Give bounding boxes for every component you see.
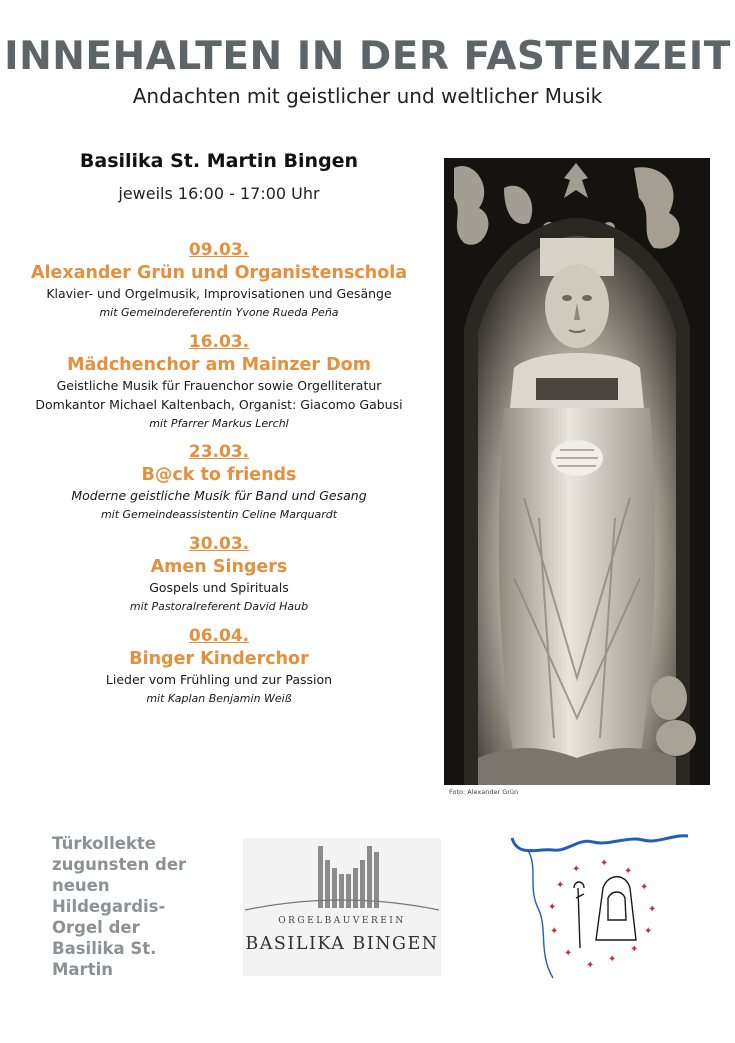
event-list: [10, 238, 428, 708]
event-date: 06.04.: [188, 626, 250, 646]
event-performers: Domkantor Michael Kaltenbach, Organist: Giacomo Gabusi: [35, 397, 403, 412]
svg-text:✦: ✦: [644, 926, 653, 937]
venue-time: jeweils 16:00 - 17:00 Uhr: [118, 184, 320, 203]
event-title: B@ck to friends: [141, 465, 297, 485]
event-item: [10, 238, 428, 322]
svg-text:✦: ✦: [586, 960, 595, 971]
organ-logo-subtitle: ORGELBAUVEREIN: [278, 916, 406, 926]
event-host: mit Pfarrer Markus Lerchl: [149, 417, 289, 430]
svg-text:✦: ✦: [640, 882, 649, 893]
organ-society-logo: [243, 838, 441, 976]
event-host: mit Pastoralreferent David Haub: [129, 600, 309, 613]
event-host: mit Kaplan Benjamin Weiß: [146, 692, 292, 705]
event-date: 16.03.: [188, 332, 250, 352]
event-date: 30.03.: [188, 534, 250, 554]
svg-text:✦: ✦: [548, 902, 557, 913]
svg-text:✦: ✦: [608, 954, 617, 965]
page-subtitle: Andachten mit geistlicher und weltlicher Musik: [132, 84, 603, 108]
event-description: Lieder vom Frühling und zur Passion: [105, 672, 333, 687]
event-host: mit Gemeindereferentin Yvone Rueda Peña: [99, 306, 339, 319]
event-date: 23.03.: [188, 442, 250, 462]
event-description: Klavier- und Orgelmusik, Improvisationen und Gesänge: [46, 286, 392, 301]
event-host: mit Gemeindeassistentin Celine Marquardt: [100, 508, 338, 521]
svg-text:✦: ✦: [556, 880, 565, 891]
hildegard-figure-icon: [574, 877, 636, 948]
svg-text:✦: ✦: [572, 864, 581, 875]
svg-text:✦: ✦: [648, 904, 657, 915]
event-title: Binger Kinderchor: [129, 649, 309, 669]
venue-name: Basilika St. Martin Bingen: [79, 150, 359, 172]
svg-text:✦: ✦: [564, 948, 573, 959]
event-title: Alexander Grün und Organistenschola: [30, 263, 408, 283]
event-title: Amen Singers: [150, 557, 288, 577]
event-item: [10, 330, 428, 433]
event-title: Mädchenchor am Mainzer Dom: [67, 355, 371, 375]
event-description: Gospels und Spirituals: [149, 580, 289, 595]
event-item: [10, 532, 428, 616]
event-date: 09.03.: [188, 240, 250, 260]
svg-text:✦: ✦: [550, 926, 559, 937]
page-title: INNEHALTEN IN DER FASTENZEIT: [4, 34, 731, 79]
organ-logo-title: BASILIKA BINGEN: [245, 934, 439, 954]
hildegard-logo: [508, 828, 693, 988]
event-description: Geistliche Musik für Frauenchor sowie Orgelliteratur: [56, 378, 382, 393]
svg-text:✦: ✦: [624, 866, 633, 877]
svg-text:✦: ✦: [630, 944, 639, 955]
event-item: [10, 440, 428, 524]
collection-note: Türkollekte zugunsten der neuen Hildegardis-Orgel der Basilika St. Martin: [52, 834, 187, 979]
event-item: [10, 624, 428, 708]
stone-relief-image: [444, 158, 710, 785]
organ-pipes-icon: [243, 838, 441, 918]
svg-text:✦: ✦: [600, 858, 609, 869]
event-description: Moderne geistliche Musik für Band und Gesang: [71, 488, 367, 503]
photo-credit: Foto: Alexander Grün: [449, 788, 519, 796]
